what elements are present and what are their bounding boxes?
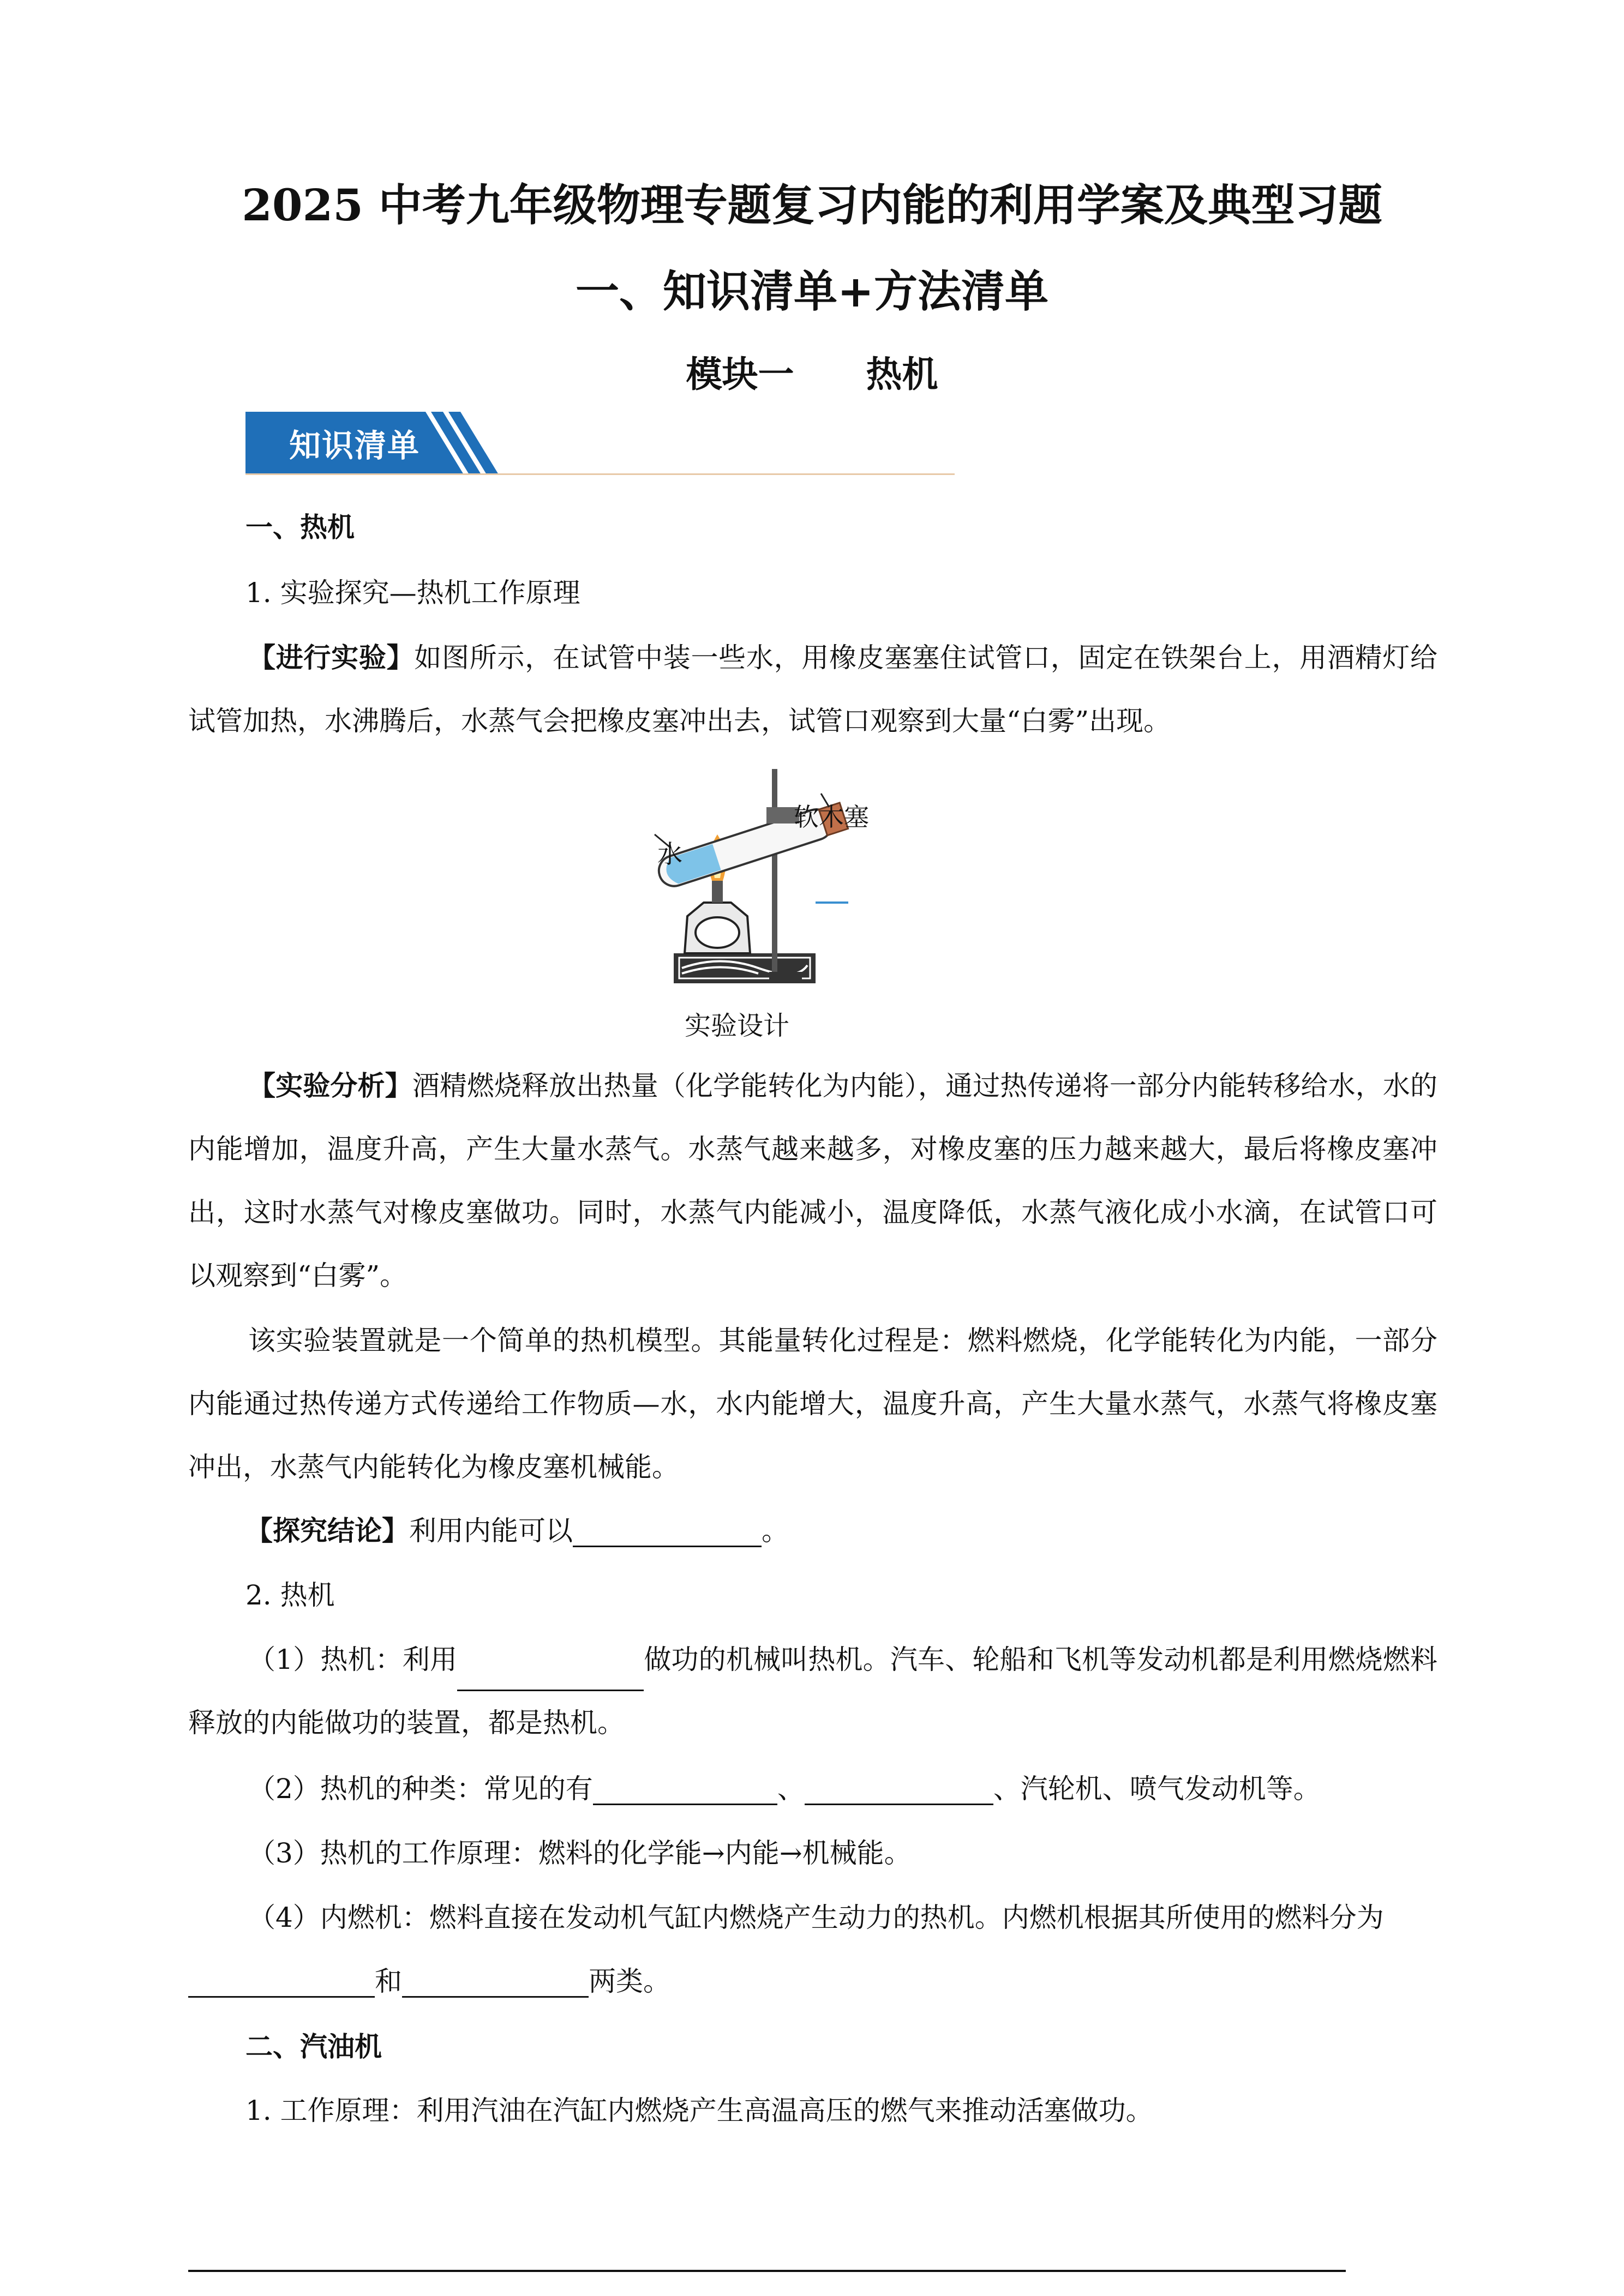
- stand-pole: [772, 769, 777, 976]
- item-working-principle: 1. 工作原理：利用汽油在汽缸内燃烧产生高温高压的燃气来推动活塞做功。: [245, 2095, 1153, 2126]
- text-types-a: （2）热机的种类：常见的有: [248, 1773, 593, 1805]
- blank-fuel-2[interactable]: [402, 1968, 589, 1998]
- line-principle: （3）热机的工作原理：燃料的化学能→内能→机械能。: [248, 1837, 912, 1869]
- section-heading-gasoline-engine: 二、汽油机: [245, 2030, 382, 2063]
- item-heat-engine: 2. 热机: [245, 1579, 335, 1611]
- paragraph-experiment: [188, 626, 1437, 753]
- paragraph-ice: （4）内燃机：燃料直接在发动机气缸内燃烧产生动力的热机。内燃机根据其所使用的燃料分为: [248, 1902, 1384, 1933]
- text-definition-a: （1）热机：利用: [248, 1644, 458, 1675]
- module-title: 模块一 热机: [686, 353, 938, 395]
- text-definition-b: 做功的机械叫热机。汽车、轮船和飞机等发动机都是利用燃烧燃料释放的内能做功的装置，都是热机。: [188, 1644, 1438, 1739]
- text-analysis: 酒精燃烧释放出热量（化学能转化为内能），通过热传递将一部分内能转移给水，水的内能增加，温度升高，产生大量水蒸气。水蒸气越来越多，对橡皮塞的压力越来越大，最后将橡皮塞冲出，这时水蒸气对橡皮塞做功。同时，水蒸气内能减小，温度降低，水蒸气液化成小水滴，在试管口可以观察到“白雾”。: [188, 1070, 1438, 1291]
- label-experiment: 【进行实验】: [248, 641, 415, 674]
- text-types-c: 、汽轮机、喷气发动机等。: [993, 1773, 1321, 1805]
- blank-conclusion[interactable]: [573, 1517, 762, 1547]
- blank-fuel-1[interactable]: [188, 1968, 375, 1998]
- blank-definition[interactable]: [457, 1661, 644, 1691]
- paragraph-definition: [188, 1628, 1437, 1754]
- text-types-sep: 、: [777, 1773, 805, 1805]
- label-conclusion: 【探究结论】: [245, 1514, 409, 1547]
- section-title: 一、知识清单+方法清单: [575, 266, 1049, 317]
- document-title: 2025 中考九年级物理专题复习内能的利用学案及典型习题: [242, 179, 1382, 231]
- blank-type-1[interactable]: [593, 1775, 777, 1805]
- figure-label-cork: 软木塞: [794, 802, 869, 832]
- paragraph-model: 该实验装置就是一个简单的热机模型。其能量转化过程是：燃料燃烧，化学能转化为内能，一部分内能通过热传递方式传递给工作物质—水，水内能增大，温度升高，产生大量水蒸气，水蒸气将橡皮塞冲出，水蒸气内能转化为橡皮塞机械能。: [188, 1325, 1437, 1483]
- footer-rule: [188, 2270, 1346, 2272]
- knowledge-badge-label: 知识清单: [289, 427, 421, 464]
- figure-label-water: 水: [657, 839, 682, 869]
- section-heading-heat-engine: 一、热机: [245, 511, 355, 543]
- text-two-types: 两类。: [589, 1966, 670, 1997]
- conclusion-line: [245, 1514, 789, 1547]
- text-conclusion: 利用内能可以: [409, 1515, 573, 1547]
- item-experiment: 1. 实验探究—热机工作原理: [245, 577, 580, 609]
- figure-caption: 实验设计: [685, 1011, 790, 1041]
- blank-type-2[interactable]: [805, 1775, 993, 1805]
- paragraph-analysis: [188, 1054, 1437, 1307]
- text-experiment: 如图所示，在试管中装一些水，用橡皮塞塞住试管口，固定在铁架台上，用酒精灯给试管加热，水沸腾后，水蒸气会把橡皮塞冲出去，试管口观察到大量“白雾”出现。: [188, 642, 1438, 737]
- text-and: 和: [375, 1966, 402, 1997]
- badge-underline: [245, 473, 955, 475]
- text-conclusion-end: 。: [762, 1515, 789, 1547]
- line-types: [248, 1772, 1321, 1805]
- line-ice-blanks: [188, 1965, 670, 1998]
- label-analysis: 【实验分析】: [248, 1069, 412, 1102]
